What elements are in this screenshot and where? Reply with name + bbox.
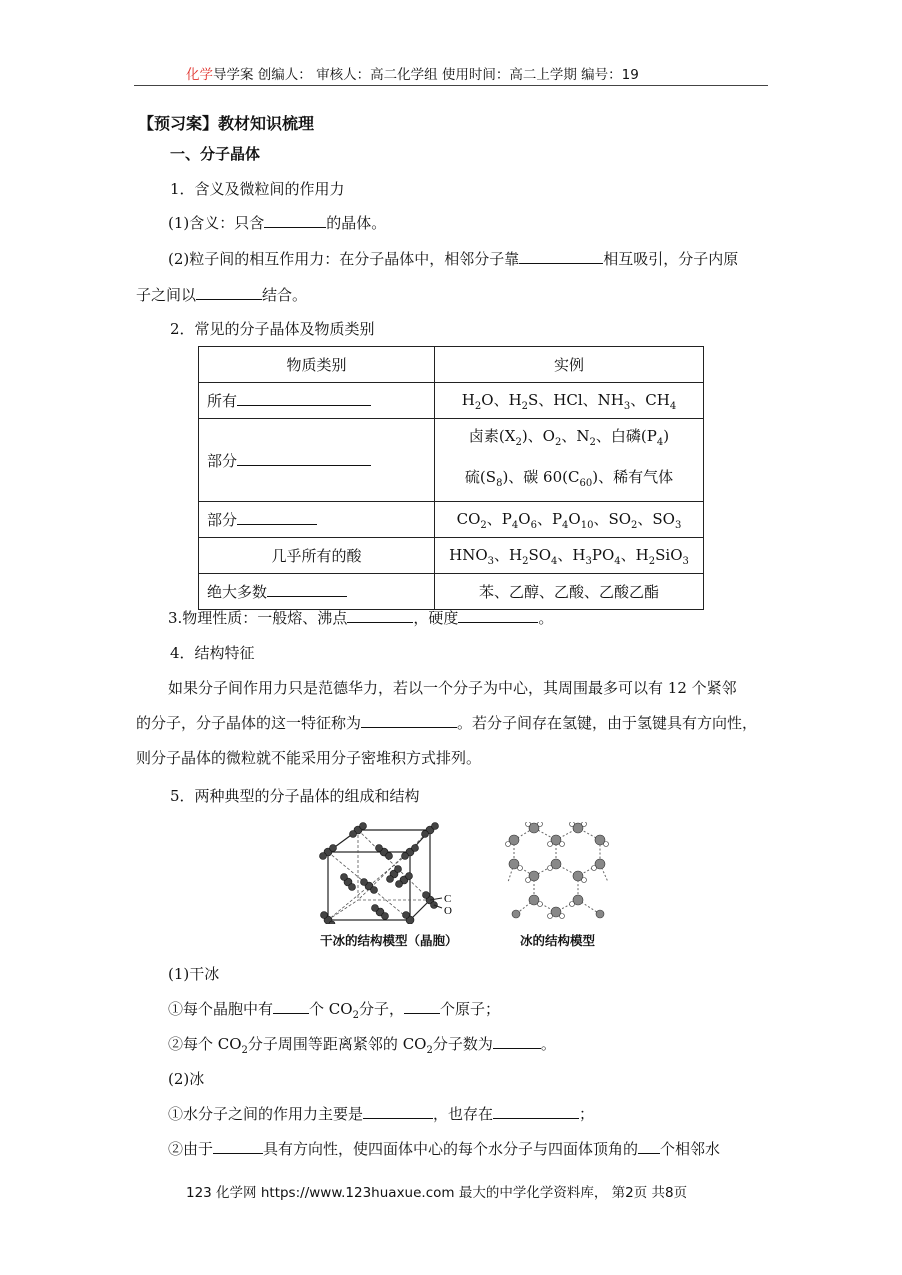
text: ，硬度 [413,609,459,627]
part-heading: 一、分子晶体 [170,145,261,163]
text: 。若分子间存在氢键，由于氢键具有方向性， [457,714,758,732]
text: 个相邻水 [660,1140,721,1158]
text: 。 [540,1035,556,1053]
header-divider [134,85,768,86]
blank [267,582,347,597]
table-header: 实例 [435,347,704,383]
table-row [199,574,704,610]
table-cell: 苯、乙醇、乙酸、乙酸乙酯 [435,574,704,610]
text: 个 CO [309,1000,353,1018]
blank [347,608,413,623]
text: 3.物理性质：一般熔、沸点 [168,609,348,627]
text: ②每个 CO [168,1035,242,1053]
text: ，也存在 [433,1105,494,1123]
blank [638,1139,660,1154]
text: 部分 [207,451,238,470]
item-4-para-2 [136,712,757,733]
text: 子之间以 [136,286,197,304]
table-cell [199,383,435,419]
sub-1-1: ①每个晶胞中有 个 $CO_2$分子， 个原子； [168,1000,500,1021]
text: 所有 [207,392,238,410]
sub-1-heading: (1)干冰 [168,965,220,983]
text: 相互吸引，分子内原 [603,250,739,268]
text: 部分 [207,511,238,529]
page-header [186,63,639,83]
item-1-2 [168,248,738,269]
item-4-para-3: 则分子晶体的微粒就不能采用分子密堆积方式排列。 [136,749,482,767]
molecular-crystal-table [198,346,704,610]
table-cell [199,574,435,610]
item-3 [168,607,553,628]
text: ； [579,1105,595,1123]
blank [519,249,603,264]
text: ②由于 [168,1140,214,1158]
sub-2-2 [168,1138,720,1159]
table-cell: 几乎所有的酸 [199,538,435,574]
text: (1)含义：只含 [168,214,265,232]
blank [264,213,326,228]
table-row [199,347,704,383]
text: 的分子，分子晶体的这一特征称为 [136,714,362,732]
text: 分子数为 [432,1035,493,1053]
table-row [199,419,704,502]
text: 结合。 [262,286,308,304]
carbon-label: C [444,893,452,905]
table-row [199,383,704,419]
section-title: 【预习案】教材知识梳理 [138,114,315,133]
item-4-para-1: 如果分子间作用力只是范德华力，若以一个分子为中心，其周围最多可以有 12 个紧邻 [168,679,737,697]
dry-ice-caption: 干冰的结构模型（晶胞） [320,933,458,948]
blank [237,391,371,406]
text: 分子周围等距离紧邻的 CO [247,1035,427,1053]
table-row [199,538,704,574]
blank [273,999,309,1014]
blank [237,510,317,525]
blank [363,1104,433,1119]
text: 分子， [358,1000,404,1018]
blank [404,999,440,1014]
table-row [199,502,704,538]
blank [493,1104,579,1119]
table-header: 物质类别 [199,347,435,383]
table-cell: 卤素$(X_2)$、$O_2$、$N_2$、白磷$(P_4)$ 硫$(S_8)$、碳 $60(C_{60})$、稀有气体 [435,419,704,502]
table-cell: $CO_2$、$P_4O_6$、$P_4O_{10}$、$SO_2$、$SO_3$ [435,502,704,538]
blank [361,713,457,728]
table-cell: $HNO_3$、$H_2SO_4$、$H_3PO_4$、$H_2SiO_3$ [435,538,704,574]
page-footer: 123 化学网 https://www.123huaxue.com 最大的中学化学资料库， 第2页 共8页 [186,1185,688,1201]
item-2-heading: 2．常见的分子晶体及物质类别 [170,320,375,338]
text: ①每个晶胞中有 [168,1000,274,1018]
text: ①水分子之间的作用力主要是 [168,1105,364,1123]
sub-2-heading: (2)冰 [168,1070,205,1088]
header-subject: 化学 [186,67,213,83]
table-cell: $H_2O$、$H_2S$、HCl、$NH_3$、$CH_4$ [435,383,704,419]
table-cell [199,419,435,502]
table-cell [199,502,435,538]
item-1-heading: 1．含义及微粒间的作用力 [170,180,345,198]
text: 。 [538,609,554,627]
oxygen-label: O [444,905,452,917]
item-4-heading: 4．结构特征 [170,644,255,662]
text: 的晶体。 [326,214,387,232]
item-1-1 [168,212,386,233]
dry-ice-structure-figure [318,822,460,924]
blank [458,608,538,623]
blank [493,1034,541,1049]
text: 个原子； [439,1000,500,1018]
blank [237,451,371,466]
blank [196,285,262,300]
sub-1-2: ②每个 $CO_2$分子周围等距离紧邻的 $CO_2$分子数为 。 [168,1035,556,1056]
ice-structure-figure [504,822,616,924]
text: 绝大多数 [207,583,268,601]
blank [213,1139,263,1154]
item-5-heading: 5．两种典型的分子晶体的组成和结构 [170,787,420,805]
ice-caption: 冰的结构模型 [520,933,596,948]
header-info: 导学案 创编人： 审核人：高二化学组 使用时间：高二上学期 编号：19 [213,67,639,83]
text: 具有方向性，使四面体中心的每个水分子与四面体顶角的 [263,1140,639,1158]
sub-2-1 [168,1103,594,1124]
text: (2)粒子间的相互作用力：在分子晶体中，相邻分子靠 [168,250,520,268]
item-1-2-cont [136,284,307,305]
